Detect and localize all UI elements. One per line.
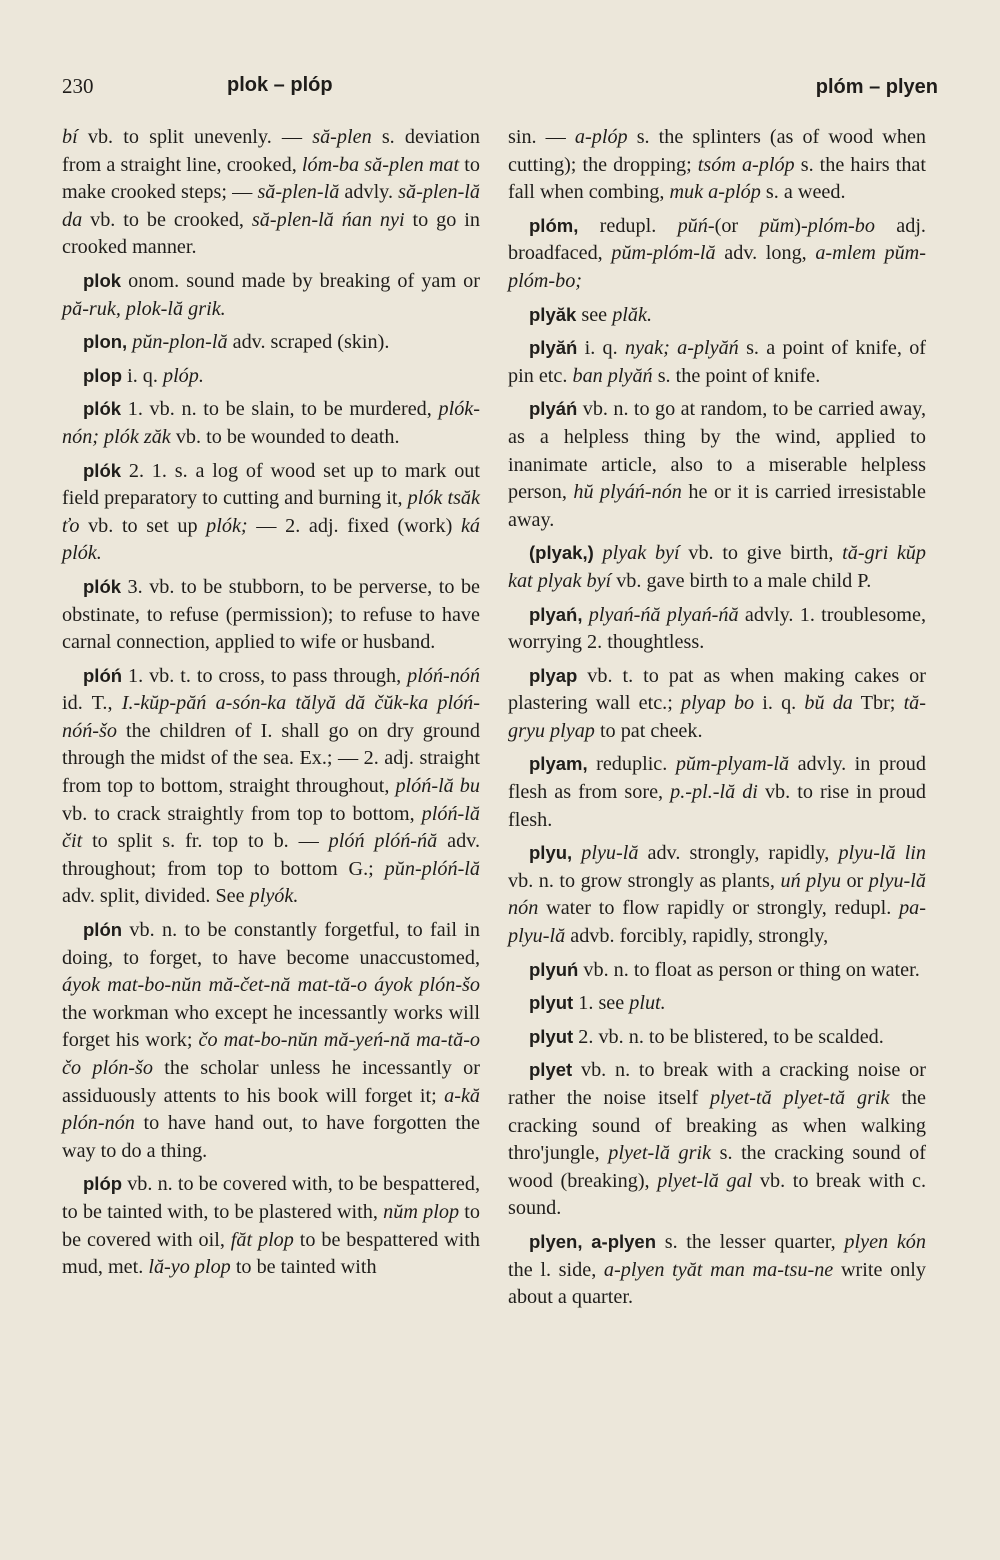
dictionary-entry: [62, 362, 480, 391]
entry-headword: plyuń: [529, 958, 579, 980]
entry-text: s. the cracking sound of wood (breaking),: [508, 1142, 927, 1192]
entry-example: plyap bo: [680, 692, 755, 715]
entry-example: pa-plyu-lă: [508, 897, 926, 948]
entry-example: áyok mat-bo-nŭn mă-čet-nă mat-tă-o áyok plón-šo: [62, 974, 480, 997]
entry-text: the l. side,: [508, 1258, 604, 1281]
entry-text: [594, 542, 603, 564]
entry-text: write only about a quarter.: [508, 1258, 926, 1309]
entry-text: the scholar unless he incessantly or assiduously attents to his book will forget it;: [62, 1057, 481, 1107]
dictionary-entry: [508, 989, 926, 1018]
entry-headword: plók: [83, 398, 122, 420]
dictionary-entry: [508, 539, 926, 595]
page-number: 230: [62, 74, 94, 98]
entry-text: to be tainted with: [230, 1256, 377, 1279]
entry-example: pŭm: [759, 214, 795, 237]
entry-text: vb. to set up: [79, 514, 207, 537]
entry-example: nŭm plop: [383, 1200, 460, 1223]
entry-example: plyók.: [249, 885, 299, 908]
entry-text: vb. to split unevenly. —: [77, 126, 313, 148]
entry-headword: plyen, a-plyen: [529, 1230, 657, 1252]
entry-example: plók tsăk ťo: [62, 487, 480, 537]
entry-text: s. the lesser quarter,: [656, 1230, 845, 1253]
dictionary-entry: [62, 662, 480, 911]
entry-example: plăk.: [612, 303, 652, 326]
dictionary-entry: [508, 662, 926, 746]
entry-example: plyet-lă gal: [657, 1169, 753, 1192]
entry-text: see: [576, 303, 613, 326]
entry-example: plók-nón; plók zăk: [62, 398, 480, 448]
entry-text: sin. —: [508, 126, 575, 148]
entry-text: Tbr;: [852, 692, 904, 715]
entry-text: water to flow rapidly or strongly, redupl.: [538, 897, 900, 920]
entry-text: vb. n. to be covered with, to be bespattered, to be tainted with, to be plastered with,: [62, 1173, 480, 1223]
dictionary-entry: [508, 1228, 926, 1312]
entry-headword: plyu,: [529, 842, 573, 864]
entry-headword: plok: [83, 269, 122, 291]
entry-text: the children of I. shall go on dry ground through the midst of the sea. Ex.; — 2. adj. straight from top to bottom, straight throughout,: [62, 719, 480, 798]
entry-headword: plon,: [83, 331, 128, 353]
entry-example: p.-pl.-lă di: [670, 781, 758, 804]
entry-text: 1. see: [573, 992, 630, 1015]
entry-example: ban plyăń: [572, 364, 653, 387]
entry-text: vb. to crack straightly from top to bottom,: [62, 802, 422, 825]
entry-text: [572, 842, 581, 864]
entry-example: să-plen-lă ńan nyi: [251, 208, 405, 231]
entry-example: plóń-lă bu: [395, 775, 480, 798]
entry-example: pŭn-plóń-lă: [384, 857, 480, 880]
entry-text: s. deviation from a straight line, crooked,: [62, 126, 480, 176]
entry-example: a-kă plón-nón: [62, 1084, 480, 1135]
dictionary-entry: [62, 916, 480, 1165]
entry-text: he or it is carried irresistable away.: [508, 481, 926, 531]
entry-example: plyak byí: [602, 542, 680, 565]
entry-headword: plyăk: [529, 303, 577, 325]
entry-example: muk a-plóp: [669, 181, 761, 204]
entry-text: vb. t. to pat as when making cakes or plastering wall etc.;: [508, 664, 926, 715]
entry-text: reduplic.: [587, 753, 676, 776]
entry-example: pŭm-plyam-lă: [675, 753, 790, 776]
entry-headword: plyăń: [529, 337, 578, 359]
dictionary-entry: [508, 1023, 926, 1052]
entry-text: 2. vb. n. to be blistered, to be scalded.: [573, 1025, 884, 1048]
entry-example: făt plop: [230, 1228, 294, 1251]
entry-headword: plón: [83, 919, 123, 941]
entry-example: plóp.: [162, 364, 204, 387]
entry-headword: plóp: [83, 1173, 123, 1195]
dictionary-entry: [62, 457, 480, 568]
entry-example: čo mat-bo-nŭn mă-yeń-nă ma-tă-o čo plón-šo: [62, 1029, 481, 1079]
entry-text: i. q.: [577, 337, 625, 360]
entry-text: vb. gave birth to a male child P.: [611, 569, 872, 592]
entry-example: plóń-lă čit: [62, 802, 480, 853]
entry-text: to split s. fr. top to b. —: [82, 830, 329, 853]
entry-example: să-plen: [312, 126, 372, 148]
entry-headword: plóm,: [529, 214, 579, 236]
entry-headword: plyáń: [529, 398, 578, 420]
entry-text: s. the point of knife.: [652, 364, 821, 387]
entry-text: vb. n. to break with a cracking noise or rather the noise itself: [508, 1059, 926, 1109]
entry-example: a-plóp: [574, 126, 628, 148]
entry-example: să-plen-lă da: [62, 181, 481, 231]
entry-headword: plop: [83, 364, 123, 386]
entry-example: pŭn-plon-lă: [132, 331, 228, 354]
entry-text: onom. sound made by breaking of yam or: [121, 269, 480, 292]
dictionary-entry: [508, 839, 926, 950]
entry-text: 1. vb. t. to cross, to pass through,: [122, 664, 408, 687]
entry-text: advly.: [339, 181, 399, 204]
entry-example: plóń-nóń: [407, 664, 480, 687]
entry-text: the workman who except he incessantly works will forget his work;: [62, 1001, 480, 1052]
entry-text: vb. to be crooked,: [82, 208, 252, 231]
entry-text: advb. forcibly, rapidly, strongly,: [565, 925, 829, 948]
dictionary-entry: [62, 328, 480, 357]
entry-example: pŭń-: [677, 214, 715, 237]
entry-text: (or: [714, 214, 760, 237]
entry-example: lóm-ba să-plen mat: [301, 153, 460, 176]
entry-text: vb. n. to go at random, to be carried away, as a helpless thing by the wind, applied to inanimate article, also to a miserable helpless person,: [508, 398, 926, 504]
entry-text: to have hand out, to have forgotten the way to do a thing.: [62, 1112, 480, 1162]
entry-headword: plyut: [529, 1025, 574, 1047]
entry-text: vb. n. to be constantly forgetful, to fail in doing, to forget, to have become unaccustomed,: [62, 919, 480, 969]
dictionary-entry: [62, 1170, 480, 1281]
entry-text: i. q.: [122, 364, 163, 387]
entry-example: nyak; a-plyăń: [624, 337, 739, 360]
entry-headword: plyet: [529, 1059, 573, 1081]
entry-text: s. a point of knife, of pin etc.: [508, 337, 927, 387]
entry-example: plyet-tă plyet-tă grik: [710, 1087, 890, 1109]
entry-headword: plók: [83, 459, 122, 481]
dictionary-entry: [62, 267, 480, 323]
entry-example: pă-ruk, plok-lă grik.: [62, 297, 226, 320]
dictionary-entry: [508, 750, 926, 834]
dictionary-entry: [508, 1056, 926, 1223]
entry-text: to be covered with oil,: [62, 1200, 481, 1251]
entry-text: vb. to give birth,: [679, 542, 843, 565]
entry-headword: plóń: [83, 664, 123, 686]
entry-text: advly. 1. troublesome, worrying 2. thoughtless.: [508, 603, 926, 654]
entry-headword: plók: [83, 575, 122, 597]
entry-text: s. the splinters (as of wood when cutting); the dropping;: [508, 126, 926, 176]
entry-example: hŭ plyáń-nón: [573, 481, 682, 504]
entry-text: advly. in proud flesh as from sore,: [508, 753, 926, 804]
dictionary-entry: [508, 956, 926, 985]
entry-headword: (plyak,): [529, 542, 594, 564]
entry-example: plyań-ńă plyań-ńă: [588, 603, 739, 626]
left-column: [62, 124, 480, 1282]
right-guide-words: plóm – plyen: [815, 76, 938, 98]
entry-text: 2. 1. s. a log of wood set up to mark out field preparatory to cutting and burning it,: [62, 459, 480, 510]
entry-text: vb. to rise in proud flesh.: [508, 781, 926, 831]
running-header: [62, 74, 938, 104]
entry-text: to go in crooked manner.: [62, 208, 480, 259]
entry-text: vb. to break with c. sound.: [508, 1169, 927, 1220]
entry-text: to make crooked steps; —: [62, 153, 480, 204]
dictionary-entry: [62, 573, 480, 657]
entry-text: vb. n. to grow strongly as plants,: [508, 869, 781, 892]
entry-text: 1. vb. n. to be slain, to be murdered,: [121, 398, 439, 421]
entry-text: vb. n. to float as person or thing on water.: [578, 958, 920, 981]
entry-example: -plóm-bo: [800, 214, 875, 237]
entry-text: adv. scraped (skin).: [227, 331, 390, 354]
entry-example: uń plyu: [780, 869, 841, 892]
dictionary-entry: [508, 124, 926, 207]
entry-example: pŭm-plóm-lă: [611, 242, 716, 265]
entry-text: 3. vb. to be stubborn, to be perverse, to be obstinate, to refuse (permission); to refuse to have carnal connection, applied to wife or husband.: [62, 575, 480, 654]
entry-text: s. a weed.: [760, 181, 846, 204]
entry-text: adv. split, divided. See: [62, 885, 250, 908]
entry-text: adj. broadfaced,: [508, 214, 926, 265]
entry-example: a-plyen tyăt man ma-tsu-ne: [603, 1258, 834, 1281]
entry-example: plóń plóń-ńă: [328, 830, 438, 853]
entry-example: bí: [62, 126, 78, 148]
entry-text: vb. to be wounded to death.: [170, 425, 400, 448]
entry-example: plyu-lă nón: [508, 869, 926, 920]
entry-example: tă-gryu plyap: [508, 692, 926, 742]
left-guide-words: plok – plóp: [227, 74, 333, 96]
entry-example: plyet-lă grik: [608, 1142, 712, 1165]
entry-text: id. T.,: [62, 692, 122, 715]
entry-example: plyu-lă lin: [838, 842, 927, 865]
entry-example: a-mlem pŭm-plóm-bo;: [508, 242, 926, 292]
entry-headword: plyań,: [529, 603, 583, 625]
entry-example: tă-gri kŭp kat plyak byí: [508, 542, 926, 592]
entry-text: or: [840, 869, 869, 892]
dictionary-entry: [62, 124, 480, 262]
entry-text: adv. throughout; from top to bottom G.;: [62, 830, 480, 880]
entry-example: ká plók.: [62, 514, 480, 565]
dictionary-entry: [508, 212, 926, 296]
entry-example: tsóm a-plóp: [697, 153, 795, 176]
dictionary-entry: [508, 395, 926, 534]
entry-text: to pat cheek.: [594, 719, 703, 742]
entry-example: plók;: [206, 514, 248, 537]
entry-example: bŭ da: [804, 692, 853, 715]
entry-headword: plyam,: [529, 753, 588, 775]
entry-text: adv. strongly, rapidly,: [638, 842, 839, 865]
entry-text: ): [794, 214, 801, 237]
dictionary-entry: [508, 301, 926, 330]
entry-example: plut.: [629, 992, 666, 1015]
entry-headword: plyap: [529, 664, 578, 686]
entry-text: s. the hairs that fall when combing,: [508, 153, 926, 204]
entry-example: lă-yo plop: [148, 1256, 231, 1279]
entry-text: i. q.: [754, 692, 805, 715]
dictionary-entry: [508, 334, 926, 390]
entry-text: — 2. adj. fixed (work): [247, 514, 461, 537]
entry-text: the cracking sound of breaking as when walking thro'jungle,: [508, 1087, 926, 1165]
entry-example: plyen kón: [844, 1230, 926, 1253]
entry-headword: plyut: [529, 992, 574, 1014]
entry-example: să-plen-lă: [257, 181, 340, 204]
entry-example: I.-kŭp-păń a-són-ka tălyă dă čŭk-ka plóń-nóń-šo: [62, 692, 480, 742]
entry-text: to be bespattered with mud, met.: [62, 1228, 480, 1279]
entry-text: redupl.: [578, 214, 678, 237]
entry-text: adv. long,: [715, 242, 816, 265]
dictionary-entry: [508, 601, 926, 657]
entry-example: plyu-lă: [581, 842, 639, 865]
dictionary-entry: [62, 395, 480, 451]
right-column: [508, 124, 926, 1312]
